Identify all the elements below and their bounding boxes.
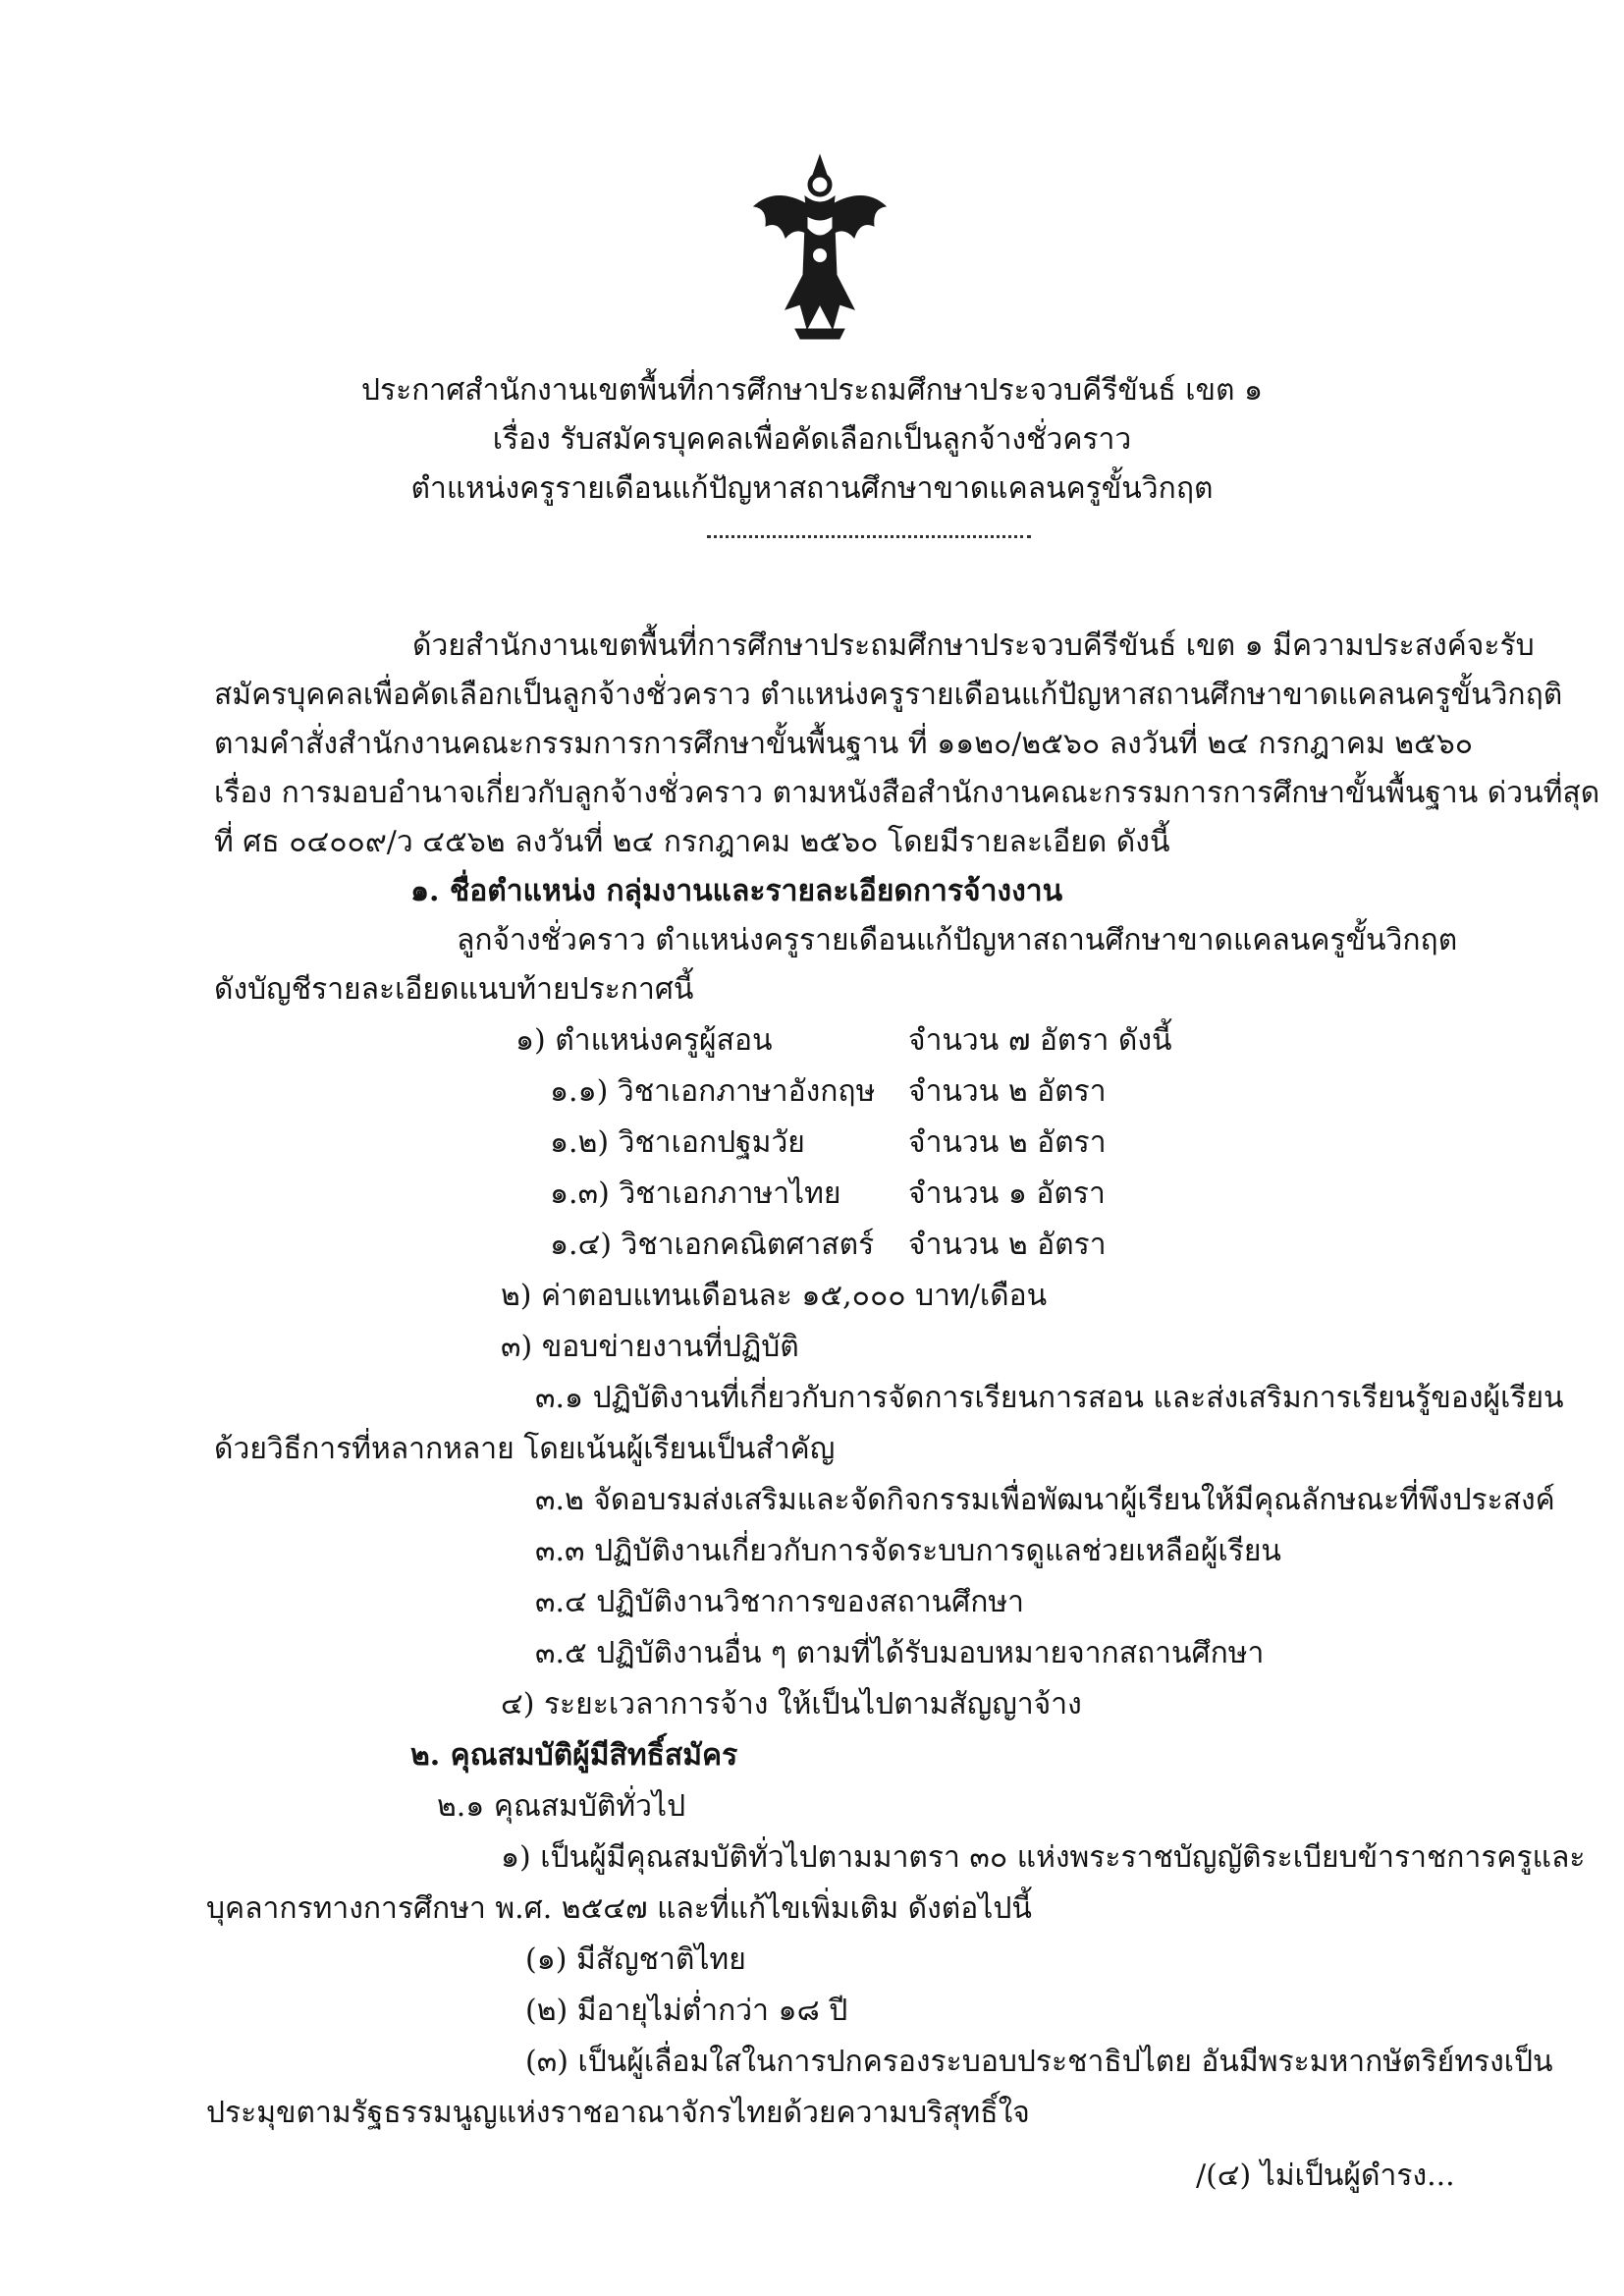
- employment-period: ๔) ระยะเวลาการจ้าง ให้เป็นไปตามสัญญาจ้าง: [501, 1687, 1082, 1722]
- intro-line-4: เรื่อง การมอบอำนาจเกี่ยวกับลูกจ้างชั่วคราว ตามหนังสือสำนักงานคณะกรรมการการศึกษาขั้นพื้นฐาน ด่วนที่สุด: [214, 776, 1600, 810]
- announcement-position-title: ตำแหน่งครูรายเดือนแก้ปัญหาสถานศึกษาขาดแคลนครูขั้นวิกฤต: [410, 471, 1214, 506]
- position-count: จำนวน ๒ อัตรา: [908, 1074, 1107, 1109]
- announcement-subject: เรื่อง รับสมัครบุคคลเพื่อคัดเลือกเป็นลูกจ้างชั่วคราว: [492, 422, 1132, 457]
- garuda-emblem-icon: [746, 147, 893, 344]
- intro-line-5: ที่ ศธ ๐๔๐๐๙/ว ๔๕๖๒ ลงวันที่ ๒๔ กรกฎาคม ๒๕๖๐ โดยมีรายละเอียด ดังนี้: [214, 825, 1170, 859]
- announcement-title: ประกาศสำนักงานเขตพื้นที่การศึกษาประถมศึกษาประจวบคีรีขันธ์ เขต ๑: [360, 373, 1264, 408]
- qualification-democracy-line-2: ประมุขตามรัฐธรรมนูญแห่งราชอาณาจักรไทยด้วยความบริสุทธิ์ใจ: [206, 2096, 1030, 2130]
- section1-para-line-2: ดังบัญชีรายละเอียดแนบท้ายประกาศนี้: [214, 972, 694, 1007]
- duty-3-4: ๓.๔ ปฏิบัติงานวิชาการของสถานศึกษา: [535, 1585, 1025, 1619]
- section2-heading: ๒. คุณสมบัติผู้มีสิทธิ์สมัคร: [410, 1738, 738, 1773]
- qualification-1-line-2: บุคลากรทางการศึกษา พ.ศ. ๒๕๔๗ และที่แก้ไขเพิ่มเติม ดังต่อไปนี้: [206, 1891, 1032, 1926]
- duty-3-1-line-2: ด้วยวิธีการที่หลากหลาย โดยเน้นผู้เรียนเป็นสำคัญ: [214, 1432, 836, 1466]
- position-count: จำนวน ๗ อัตรา ดังนี้: [908, 1023, 1172, 1058]
- intro-line-2: สมัครบุคคลเพื่อคัดเลือกเป็นลูกจ้างชั่วคราว ตำแหน่งครูรายเดือนแก้ปัญหาสถานศึกษาขาดแคลนครูขั้นวิกฤติ: [214, 678, 1563, 712]
- qualification-nationality: (๑) มีสัญชาติไทย: [525, 1942, 746, 1977]
- title-separator: [707, 535, 1031, 538]
- salary-line: ๒) ค่าตอบแทนเดือนละ ๑๕,๐๐๐ บาท/เดือน: [501, 1279, 1048, 1313]
- scope-heading: ๓) ขอบข่ายงานที่ปฏิบัติ: [501, 1330, 799, 1364]
- section1-heading: ๑. ชื่อตำแหน่ง กลุ่มงานและรายละเอียดการจ้างงาน: [410, 874, 1063, 908]
- duty-3-5: ๓.๕ ปฏิบัติงานอื่น ๆ ตามที่ได้รับมอบหมายจากสถานศึกษา: [535, 1636, 1265, 1670]
- qualification-age: (๒) มีอายุไม่ต่ำกว่า ๑๘ ปี: [525, 1994, 848, 2028]
- position-label: ๑.๓) วิชาเอกภาษาไทย: [550, 1176, 841, 1211]
- position-count: จำนวน ๑ อัตรา: [908, 1176, 1106, 1211]
- position-count: จำนวน ๒ อัตรา: [908, 1125, 1107, 1160]
- position-label: ๑) ตำแหน่งครูผู้สอน: [515, 1023, 773, 1058]
- duty-3-2: ๓.๒ จัดอบรมส่งเสริมและจัดกิจกรรมเพื่อพัฒนาผู้เรียนให้มีคุณลักษณะที่พึงประสงค์: [535, 1483, 1555, 1517]
- intro-line-3: ตามคำสั่งสำนักงานคณะกรรมการการศึกษาขั้นพื้นฐาน ที่ ๑๑๒๐/๒๕๖๐ ลงวันที่ ๒๔ กรกฎาคม ๒๕๖๐: [214, 727, 1474, 761]
- intro-line-1: ด้วยสำนักงานเขตพื้นที่การศึกษาประถมศึกษาประจวบคีรีขันธ์ เขต ๑ มีความประสงค์จะรับ: [412, 629, 1535, 663]
- duty-3-1-line-1: ๓.๑ ปฏิบัติงานที่เกี่ยวกับการจัดการเรียนการสอน และส่งเสริมการเรียนรู้ของผู้เรียน: [535, 1381, 1564, 1415]
- position-label: ๑.๔) วิชาเอกคณิตศาสตร์: [550, 1228, 875, 1262]
- qualification-democracy-line-1: (๓) เป็นผู้เลื่อมใสในการปกครองระบอบประชาธิปไตย อันมีพระมหากษัตริย์ทรงเป็น: [525, 2045, 1553, 2079]
- position-label: ๑.๑) วิชาเอกภาษาอังกฤษ: [550, 1074, 876, 1109]
- position-label: ๑.๒) วิชาเอกปฐมวัย: [550, 1125, 805, 1160]
- section2-subheading: ๒.๑ คุณสมบัติทั่วไป: [437, 1789, 686, 1824]
- position-count: จำนวน ๒ อัตรา: [908, 1228, 1107, 1262]
- page-continuation: /(๔) ไม่เป็นผู้ดำรง...: [1196, 2159, 1455, 2193]
- section1-para-line-1: ลูกจ้างชั่วคราว ตำแหน่งครูรายเดือนแก้ปัญหาสถานศึกษาขาดแคลนครูขั้นวิกฤต: [457, 923, 1458, 957]
- qualification-1-line-1: ๑) เป็นผู้มีคุณสมบัติทั่วไปตามมาตรา ๓๐ แห่งพระราชบัญญัติระเบียบข้าราชการครูและ: [501, 1840, 1586, 1875]
- duty-3-3: ๓.๓ ปฏิบัติงานเกี่ยวกับการจัดระบบการดูแลช่วยเหลือผู้เรียน: [535, 1534, 1281, 1568]
